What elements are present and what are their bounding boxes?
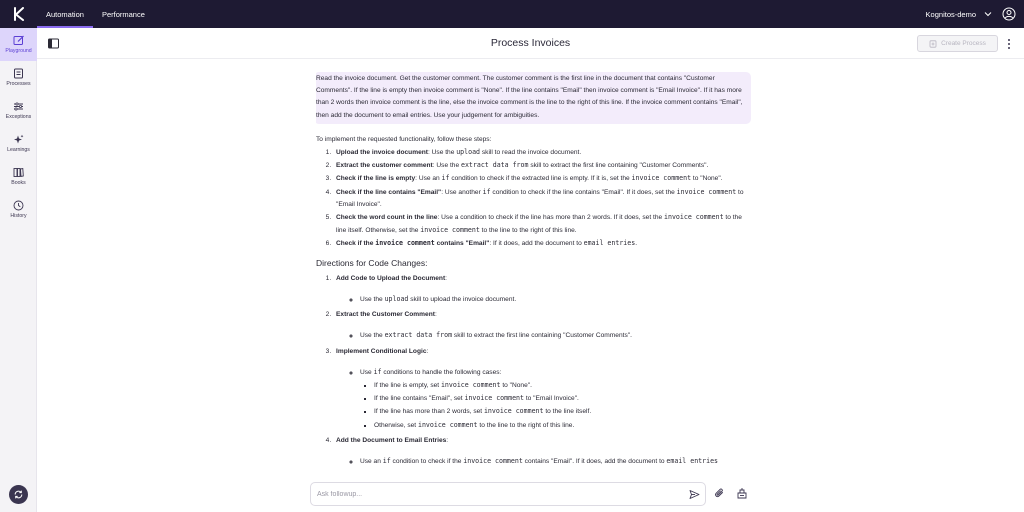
list-item: 1. Add Code to Upload the Document: ◦ Use the upload skill to upload the invoice document. <box>333 273 751 306</box>
sidebar-item-books[interactable] <box>0 160 37 193</box>
followup-box <box>310 482 706 506</box>
user-avatar-icon[interactable] <box>1002 7 1016 21</box>
sync-button[interactable] <box>9 485 28 504</box>
sidebar-item-label: History <box>10 213 27 219</box>
page-title: Process Invoices <box>490 37 571 49</box>
tab-performance[interactable]: Performance <box>101 9 145 19</box>
knowledge-base-icon[interactable] <box>736 487 748 499</box>
sidebar-item-label: Processes <box>6 81 31 87</box>
sync-icon <box>13 489 24 500</box>
list-item: 3. Check if the line is empty: Use an if condition to check if the extracted line is empty. If it is, set the invoice comment to "None". <box>333 172 751 185</box>
list-item: 1. Upload the invoice document: Use the upload skill to read the invoice document. <box>333 146 751 159</box>
account-name: Kognitos-demo <box>925 9 976 19</box>
user-prompt: Read the invoice document. Get the customer comment. The customer comment is the first line in the document that contains "Customer Comments". If the line is empty then invoice comment is "None". If the line contains "Email" then invoice comment is "Email Invoice". If it has more than 2 words then invoice comment is the line, else the invoice comment is the line to the right of this line. If the invoice comment contains "Email", then add the document to email entries. Use your judgement for ambiguities. <box>316 72 751 124</box>
list-item: ▪ If the line contains "Email", set invoice comment to "Email Invoice". <box>374 392 751 405</box>
list-item: ▪ If the line is empty, set invoice comment to "None". <box>374 379 751 392</box>
top-bar <box>0 0 1024 28</box>
list-item: 4. Check if the line contains "Email": Use another if condition to check if the line contains "Email". If it does, set the invoice comment to "Email Invoice". <box>333 186 751 211</box>
tab-automation[interactable]: Automation <box>37 0 93 28</box>
list-item: ▪ Otherwise, set invoice comment to the line to the right of this line. <box>374 419 751 432</box>
list-item: ▪ If the line has more than 2 words, set invoice comment to the line itself. <box>374 405 751 418</box>
sidebar-item-learnings[interactable] <box>0 127 37 160</box>
page-header <box>37 28 1024 59</box>
create-process-label: Create Process <box>941 40 986 47</box>
chevron-down-icon <box>984 10 992 18</box>
list-item: ◦ Use the extract data from skill to extract the first line containing "Customer Comments". <box>360 329 751 342</box>
send-icon[interactable] <box>689 489 700 500</box>
sidebar-item-playground[interactable] <box>0 28 37 61</box>
attachment-icon[interactable] <box>714 488 725 499</box>
response-intro: To implement the requested functionality, follow these steps: <box>316 135 492 143</box>
directions-heading: Directions for Code Changes: <box>316 257 428 268</box>
sidebar-item-history[interactable] <box>0 193 37 226</box>
list-item: 2. Extract the customer comment: Use the extract data from skill to extract the first line containing "Customer Comments". <box>333 159 751 172</box>
create-process-button[interactable] <box>917 35 998 52</box>
learnings-icon <box>13 134 24 145</box>
list-item: 3. Implement Conditional Logic: ◦ Use if conditions to handle the following cases: ▪ If the line is empty, set invoice comment to "None". ▪ If the line contains "Email", set invoice comment to "Email Invoice". ▪ If the line has more than 2 words, set invoice comment to the line itself. ▪ Otherwise, set invoice comment to the line to the right of this line. <box>333 346 751 432</box>
list-item: ◦ Use the upload skill to upload the invoice document. <box>360 293 751 306</box>
list-item: 6. Check if the invoice comment contains "Email": If it does, add the document to email entries. <box>333 237 751 250</box>
sidebar-item-label: Exceptions <box>5 114 32 120</box>
history-icon <box>13 200 24 211</box>
processes-icon <box>13 68 24 79</box>
playground-icon <box>13 35 25 46</box>
sidebar-item-label: Books <box>11 180 26 186</box>
list-item: 5. Check the word count in the line: Use a condition to check if the line has more than 2 words. If it does, set the invoice comment to the line itself. Otherwise, set the invoice comment to the line to the right of this line. <box>333 211 751 237</box>
steps-list <box>333 146 751 251</box>
list-item: 2. Extract the Customer Comment: ◦ Use the extract data from skill to extract the first line containing "Customer Comments". <box>333 309 751 342</box>
exceptions-icon <box>13 101 24 112</box>
file-add-icon <box>929 40 937 48</box>
directions-list <box>333 273 751 468</box>
sidebar <box>0 28 37 512</box>
list-item: ◦ Use an if condition to check if the invoice comment contains "Email". If it does, add the document to email entries <box>360 455 751 468</box>
sidebar-item-label: Learnings <box>7 147 30 153</box>
sidebar-item-label: Playground <box>5 48 32 54</box>
list-item: 4. Add the Document to Email Entries: ◦ Use an if condition to check if the invoice comment contains "Email". If it does, add the document to email entries <box>333 435 751 468</box>
list-item: ◦ Use if conditions to handle the following cases: ▪ If the line is empty, set invoice comment to "None". ▪ If the line contains "Email", set invoice comment to "Email Invoice". ▪ If the line has more than 2 words, set invoice comment to the line itself. ▪ Otherwise, set invoice comment to the line to the right of this line. <box>360 366 751 432</box>
account-menu[interactable] <box>926 0 992 28</box>
sidebar-item-processes[interactable] <box>0 61 37 94</box>
more-options-icon[interactable] <box>1005 38 1013 50</box>
conversation-area <box>316 72 751 480</box>
followup-input[interactable] <box>317 488 677 501</box>
books-icon <box>13 167 24 178</box>
sidebar-item-exceptions[interactable] <box>0 94 37 127</box>
kognitos-logo-icon[interactable] <box>0 0 37 28</box>
